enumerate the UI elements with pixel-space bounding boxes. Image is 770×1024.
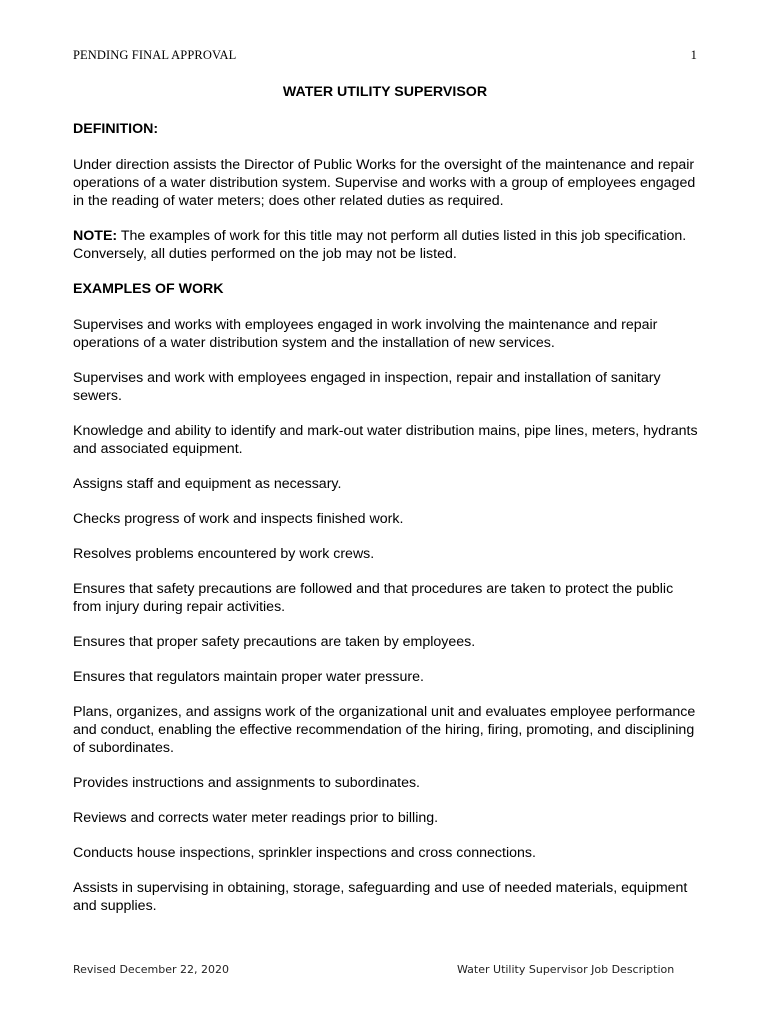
example-item: Provides instructions and assignments to subordinates. <box>73 775 420 791</box>
note-paragraph <box>73 227 703 263</box>
page-number: 1 <box>690 48 697 62</box>
examples-heading: EXAMPLES OF WORK <box>73 281 224 297</box>
example-item: Conducts house inspections, sprinkler inspections and cross connections. <box>73 845 536 861</box>
definition-text: Under direction assists the Director of Public Works for the oversight of the maintenance and repair operations of a water distribution system. Supervise and works with a group of employees engaged in the reading of water meters; does other related duties as required. <box>73 157 696 209</box>
example-item: Assists in supervising in obtaining, storage, safeguarding and use of needed materials, equipment and supplies. <box>73 880 688 914</box>
example-item: Supervises and works with employees engaged in work involving the maintenance and repair operations of a water distribution system and the installation of new services. <box>73 317 658 351</box>
example-item: Plans, organizes, and assigns work of the organizational unit and evaluates employee performance and conduct, enabling the effective recommendation of the hiring, firing, promoting, and disciplining of subordinates. <box>73 704 696 756</box>
document-body <box>73 120 703 932</box>
example-item: Resolves problems encountered by work crews. <box>73 546 375 562</box>
example-item: Knowledge and ability to identify and mark-out water distribution mains, pipe lines, meters, hydrants and associated equipment. <box>73 423 698 457</box>
example-item: Checks progress of work and inspects finished work. <box>73 511 404 527</box>
example-item: Reviews and corrects water meter readings prior to billing. <box>73 810 439 826</box>
example-item: Ensures that regulators maintain proper water pressure. <box>73 669 424 685</box>
note-text: The examples of work for this title may not perform all duties listed in this job specification. Conversely, all duties performed on the job may not be listed. <box>73 228 687 262</box>
revised-date: Revised December 22, 2020 <box>73 963 229 976</box>
note-label: NOTE: <box>73 228 118 244</box>
example-item: Supervises and work with employees engaged in inspection, repair and installation of sanitary sewers. <box>73 370 661 404</box>
example-item: Assigns staff and equipment as necessary. <box>73 476 342 492</box>
document-title: WATER UTILITY SUPERVISOR <box>282 84 488 100</box>
definition-heading: DEFINITION: <box>73 121 159 137</box>
page-footer <box>73 962 697 976</box>
page-header <box>73 48 697 64</box>
document-name: Water Utility Supervisor Job Description <box>457 963 675 976</box>
example-item: Ensures that safety precautions are followed and that procedures are taken to protect the public from injury during repair activities. <box>73 581 674 615</box>
example-item: Ensures that proper safety precautions are taken by employees. <box>73 634 476 650</box>
approval-status: PENDING FINAL APPROVAL <box>73 48 237 62</box>
